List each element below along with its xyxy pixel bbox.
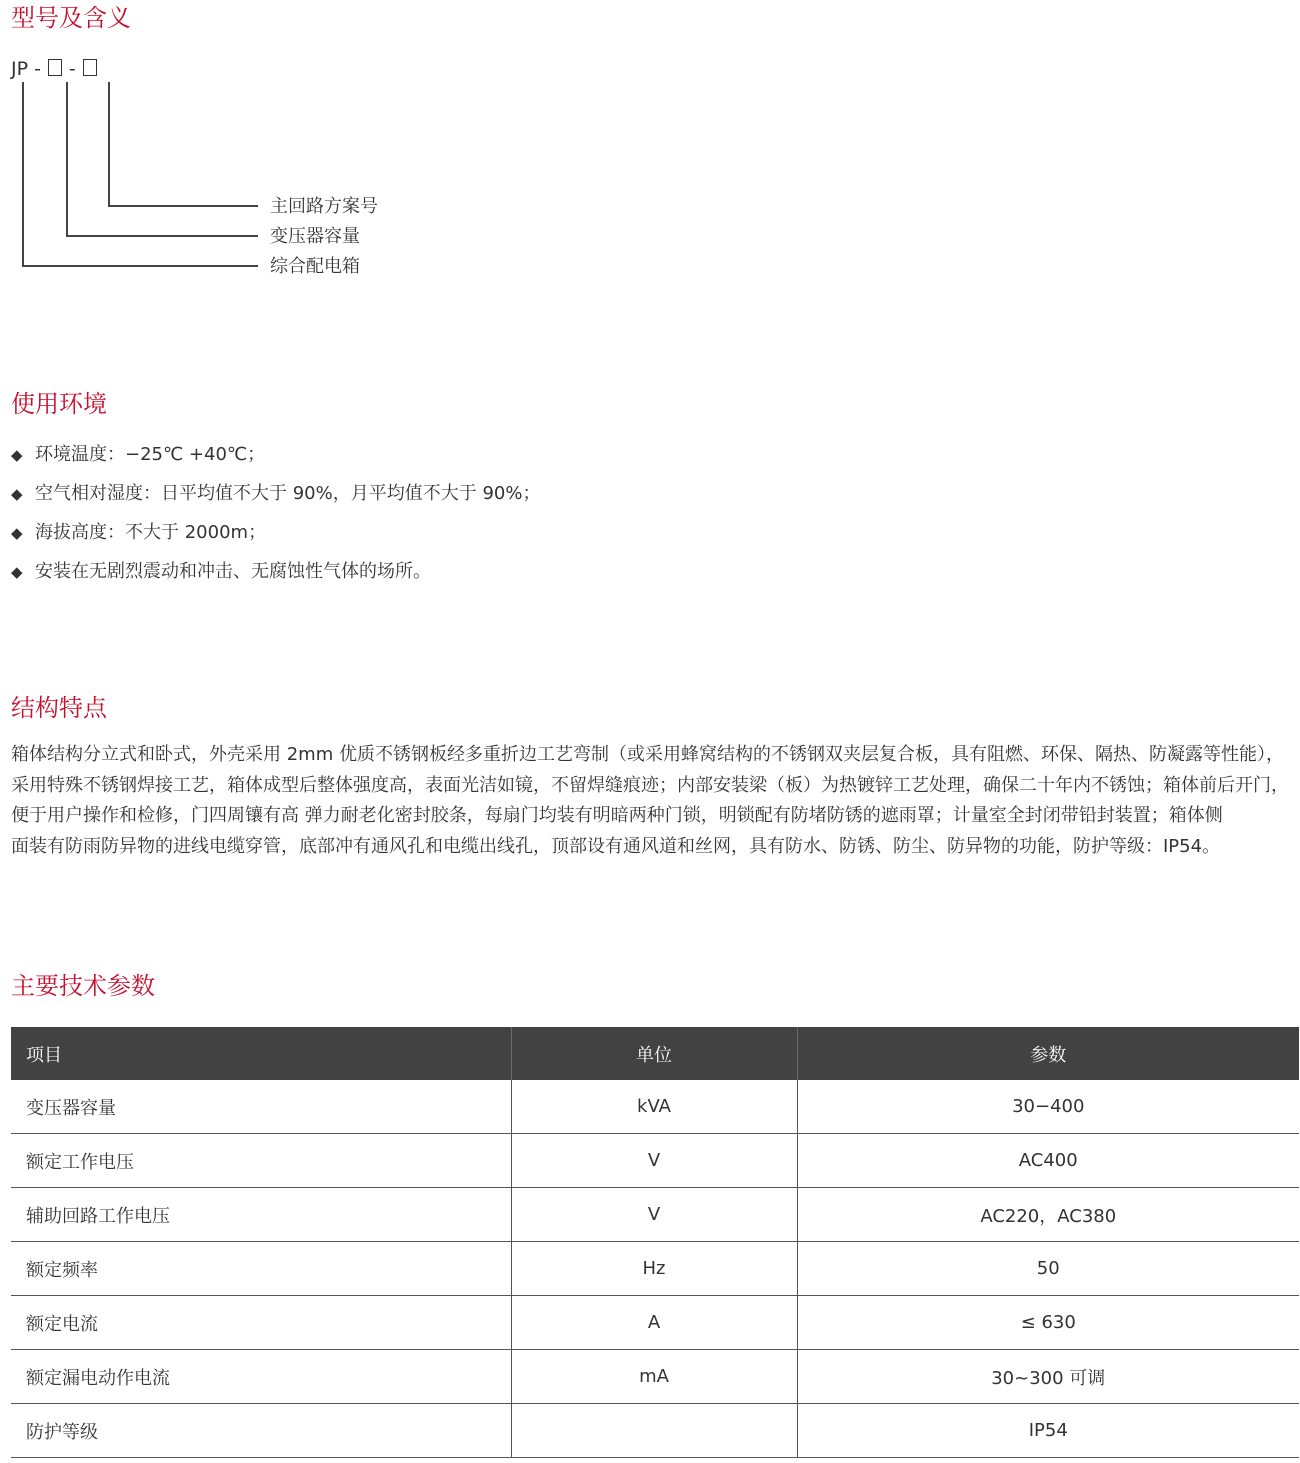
placeholder-box	[83, 59, 97, 76]
model-prefix: JP	[11, 58, 29, 80]
section-title-environment: 使用环境	[11, 390, 107, 418]
cell-item: 变压器容量	[11, 1080, 511, 1134]
model-separator: -	[68, 58, 76, 80]
diagram-label-transformer-capacity: 变压器容量	[270, 226, 360, 247]
cell-item: 额定漏电动作电流	[11, 1350, 511, 1404]
paragraph-line: 便于用户操作和检修，门四周镶有高 弹力耐老化密封胶条，每扇门均装有明暗两种门锁，明锁配有防堵防锈的遮雨罩；计量室全封闭带铅封装置；箱体侧	[11, 805, 1223, 826]
list-item	[11, 557, 540, 596]
diamond-bullet-icon: ◆	[11, 563, 23, 581]
connector-line	[22, 265, 258, 267]
section-title-model: 型号及含义	[11, 4, 131, 32]
connector-line	[66, 82, 68, 236]
cell-unit: V	[511, 1134, 797, 1188]
paragraph-line: 面装有防雨防异物的进线电缆穿管，底部冲有通风孔和电缆出线孔，顶部设有通风道和丝网，具有防水、防锈、防尘、防异物的功能，防护等级：IP54。	[11, 835, 1221, 857]
header-value: 参数	[797, 1027, 1299, 1080]
env-item-text: 空气相对湿度：日平均值不大于 90%，月平均值不大于 90%；	[35, 483, 541, 504]
cell-value: ≤ 630	[797, 1296, 1299, 1350]
model-separator: -	[34, 58, 41, 80]
cell-value: 30−400	[797, 1080, 1299, 1134]
cell-value: AC400	[797, 1134, 1299, 1188]
cell-item: 额定电流	[11, 1296, 511, 1350]
connector-line	[22, 82, 24, 266]
cell-value: IP54	[797, 1404, 1299, 1458]
model-code	[11, 56, 98, 82]
env-item-text: 海拔高度：不大于 2000m；	[35, 522, 267, 543]
cell-item: 额定工作电压	[11, 1134, 511, 1188]
table-row	[11, 1242, 1299, 1296]
cell-unit: V	[511, 1188, 797, 1242]
table-row	[11, 1080, 1299, 1134]
paragraph-line: 采用特殊不锈钢焊接工艺，箱体成型后整体强度高，表面光洁如镜，不留焊缝痕迹；内部安装梁（板）为热镀锌工艺处理，确保二十年内不锈蚀；箱体前后开门，	[11, 774, 1289, 796]
header-item: 项目	[11, 1027, 511, 1080]
env-item-text: 安装在无剧烈震动和冲击、无腐蚀性气体的场所。	[35, 561, 431, 582]
section-title-structure: 结构特点	[11, 694, 107, 722]
cell-value: AC220，AC380	[797, 1188, 1299, 1242]
cell-item: 额定频率	[11, 1242, 511, 1296]
cell-unit: mA	[511, 1350, 797, 1404]
diagram-label-distribution-box: 综合配电箱	[270, 256, 360, 277]
table-row	[11, 1350, 1299, 1404]
table-header-row	[11, 1027, 1299, 1080]
diamond-bullet-icon: ◆	[11, 446, 23, 464]
list-item	[11, 518, 540, 557]
connector-line	[108, 205, 258, 207]
connector-line	[108, 82, 110, 206]
cell-value: 50	[797, 1242, 1299, 1296]
paragraph-line: 箱体结构分立式和卧式，外壳采用 2mm 优质不锈钢板经多重折边工艺弯制（或采用蜂窝结构的不锈钢双夹层复合板，具有阻燃、环保、隔热、防凝露等性能），	[11, 744, 1284, 765]
env-item-text: 环境温度：−25℃ +40℃；	[35, 444, 266, 465]
spec-table	[11, 1027, 1299, 1458]
diamond-bullet-icon: ◆	[11, 524, 23, 542]
table-row	[11, 1296, 1299, 1350]
cell-unit	[511, 1404, 797, 1458]
cell-unit: Hz	[511, 1242, 797, 1296]
diagram-label-circuit-scheme: 主回路方案号	[270, 196, 378, 217]
cell-unit: A	[511, 1296, 797, 1350]
cell-value: 30~300 可调	[797, 1350, 1299, 1404]
diamond-bullet-icon: ◆	[11, 485, 23, 503]
cell-item: 辅助回路工作电压	[11, 1188, 511, 1242]
table-row	[11, 1188, 1299, 1242]
environment-list	[11, 440, 540, 596]
table-row	[11, 1404, 1299, 1458]
list-item	[11, 440, 540, 479]
structure-paragraph	[11, 740, 1300, 862]
header-unit: 单位	[511, 1027, 797, 1080]
placeholder-box	[48, 59, 62, 76]
cell-item: 防护等级	[11, 1404, 511, 1458]
section-title-params: 主要技术参数	[11, 972, 155, 1000]
connector-line	[66, 235, 258, 237]
cell-unit: kVA	[511, 1080, 797, 1134]
list-item	[11, 479, 540, 518]
table-row	[11, 1134, 1299, 1188]
